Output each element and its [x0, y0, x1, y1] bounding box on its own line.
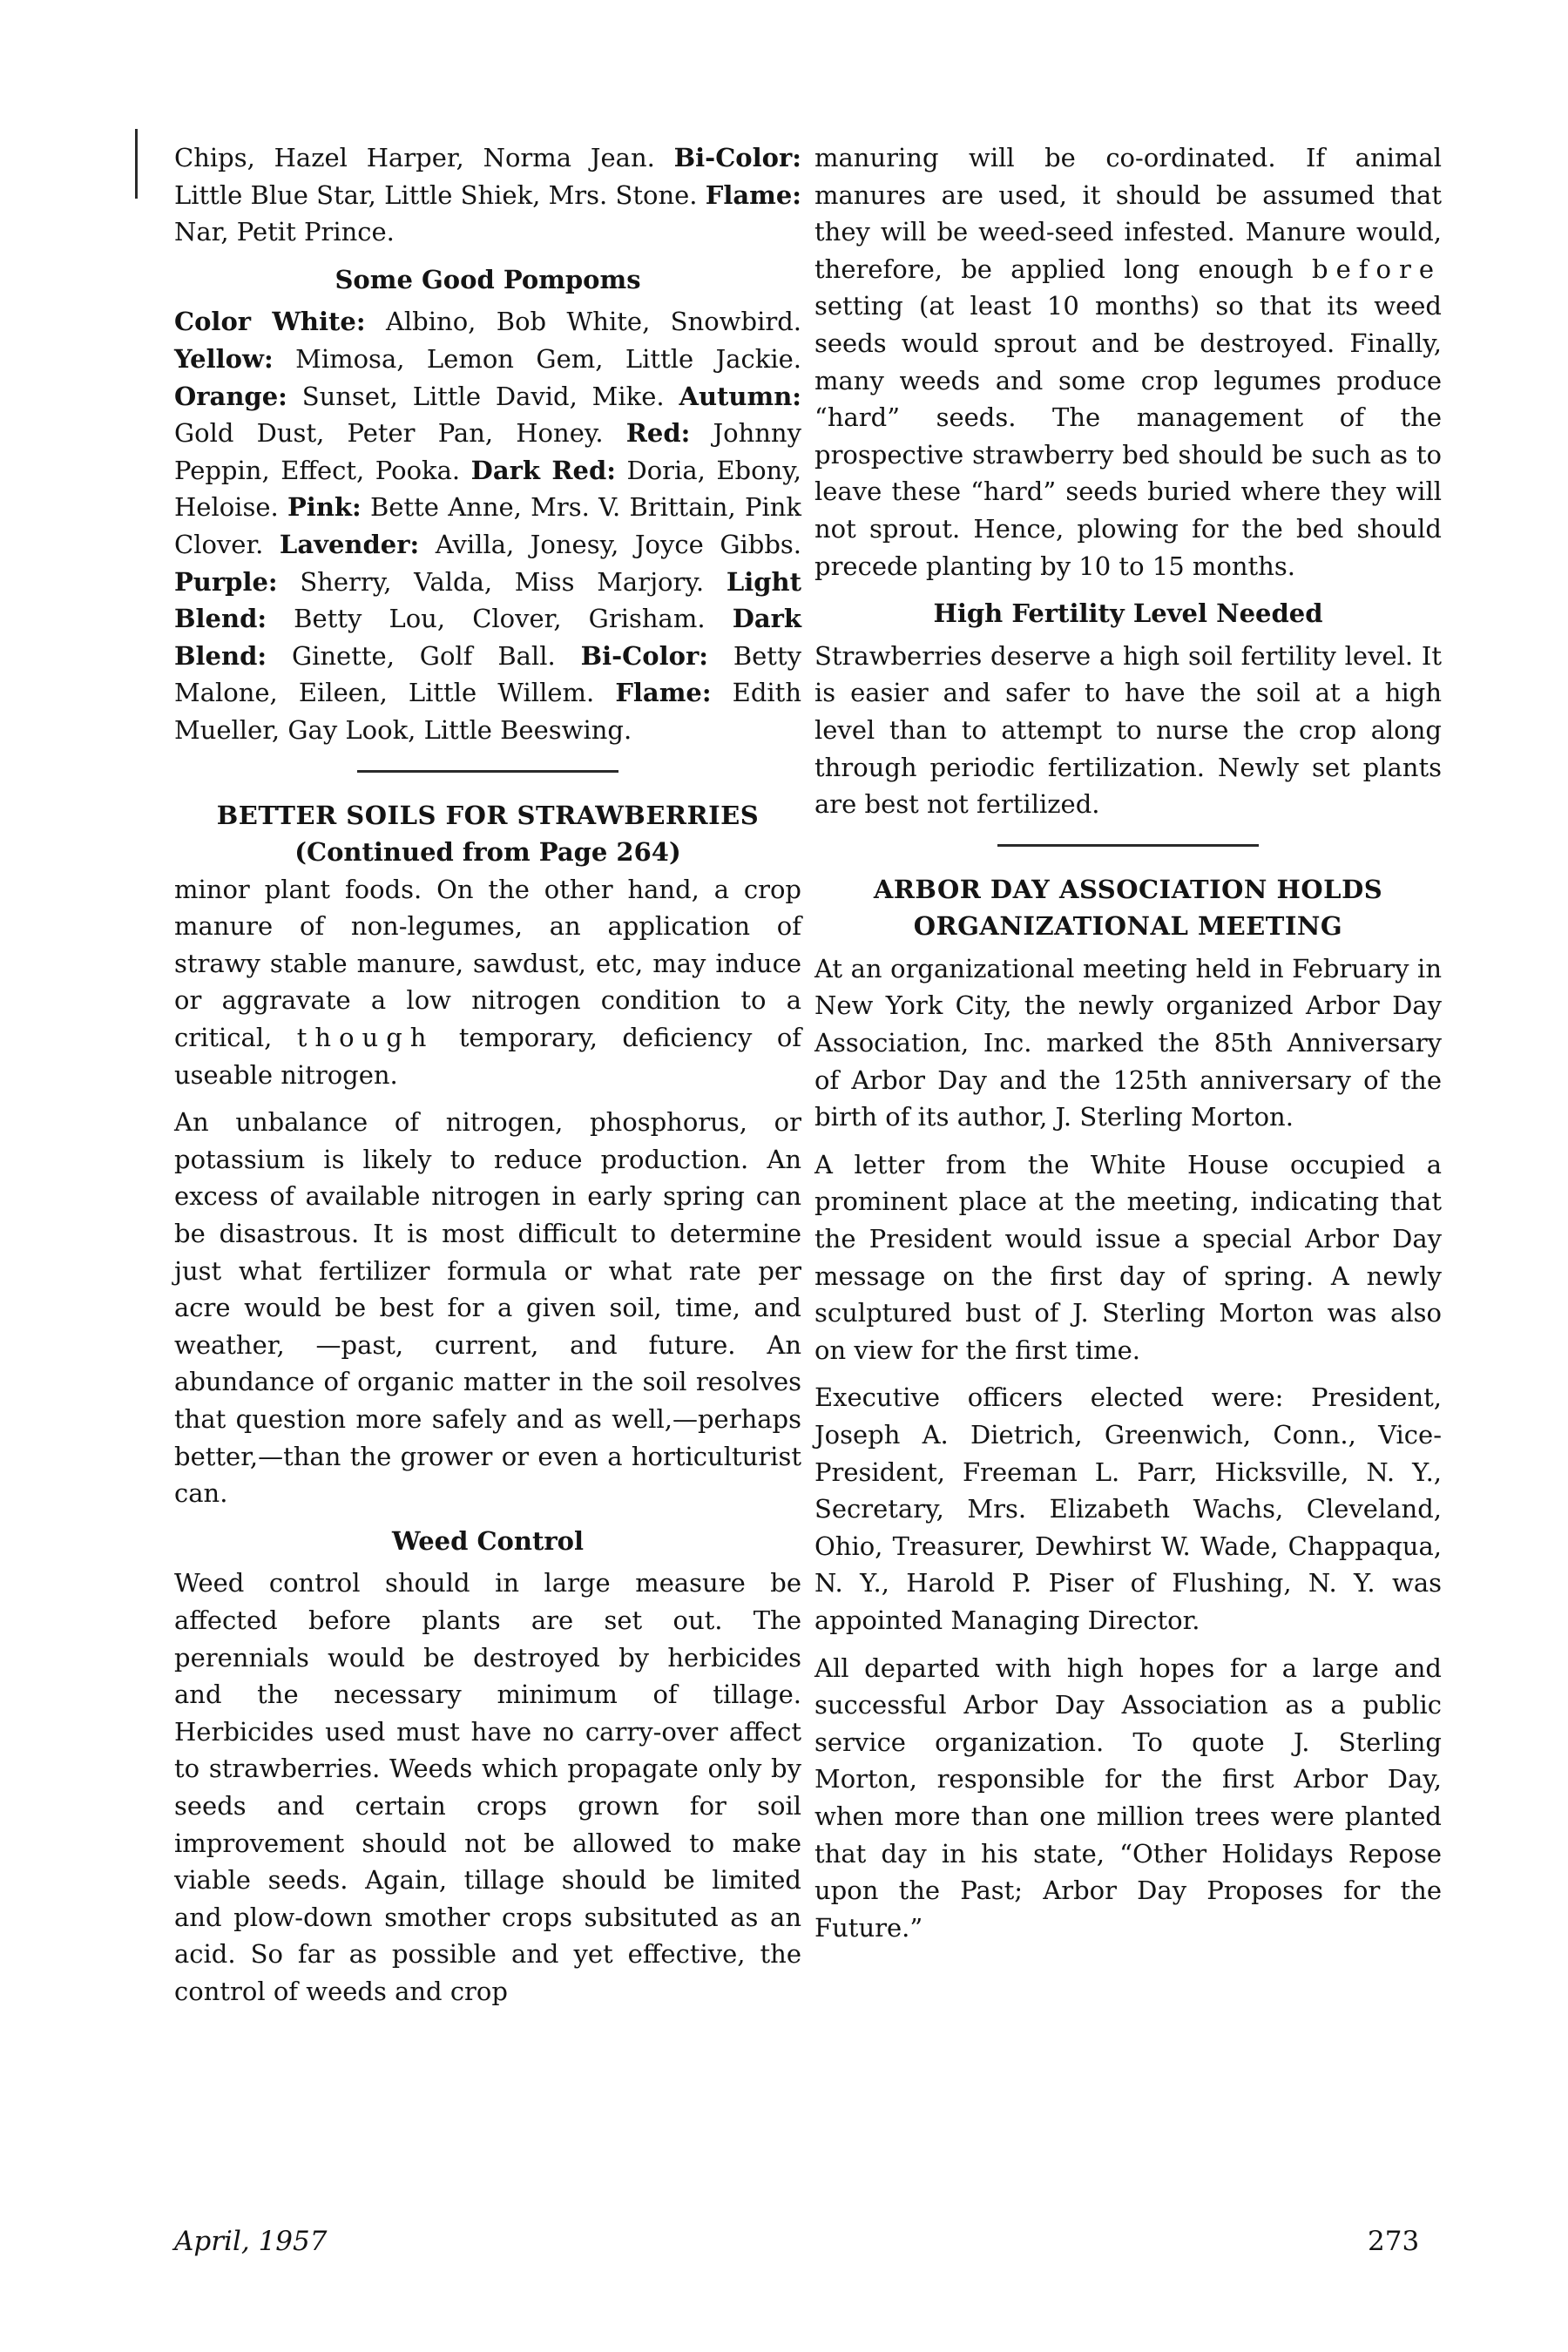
paragraph: A letter from the White House occupied a prominent place at the meeting, indicating that the President would issue a special Arbor Day message on the first day of spring. A newly sculptured bust of J. Sterling Morton was also on view for the first time. [814, 1149, 1442, 1365]
article-title-strawberries: BETTER SOILS FOR STRAWBERRIES [216, 800, 760, 830]
continued-note: (Continued from Page 264) [294, 837, 681, 868]
page-number: 273 [1368, 2226, 1420, 2257]
paragraph: Executive officers elected were: President, Joseph A. Dietrich, Greenwich, Conn., Vice-President, Freeman L. Parr, Hicksville, N. Y., Secretary, Mrs. Elizabeth Wachs, Cleveland, Ohio, Treasurer, Dewhirst W. Wade, Chappaqua, N. Y., Harold P. Piser of Flushing, N. Y. was appointed Managing Director. [814, 1382, 1442, 1635]
issue-date: April, 1957 [174, 2226, 328, 2257]
category-label: Flame: [705, 179, 801, 210]
left-column [174, 139, 801, 2021]
paragraph: Strawberries deserve a high soil fertility level. It is easier and safer to have the soil at a high level than to attempt to nurse the crop along through periodic fertilization. Newly set plants are best not fertilized. [814, 640, 1442, 820]
paragraph: manuring will be co-ordinated. If animal manures are used, it should be assumed that they will be weed-seed infested. Manure would, therefore, be applied long enough before setting (at least 10 months) so that its weed seeds would sprout and be destroyed. Finally, many weeds and some crop legumes produce “hard” seeds. The management of the prospective strawberry bed should be such as to leave these “hard” seeds buried where they will not sprout. Hence, plowing for the bed should precede planting by 10 to 15 months. [814, 143, 1442, 581]
pompoms-heading: Some Good Pompoms [335, 264, 641, 294]
paragraph: All departed with high hopes for a large and successful Arbor Day Association as a public service organization. To quote J. Sterling Morton, responsible for the first Arbor Day, when more than one million trees were planted that day in his state, “Other Holidays Repose upon the Past; Arbor Day Proposes for the Future.” [814, 1652, 1442, 1943]
section-divider [997, 844, 1259, 847]
variety-list-top: Chips, Hazel Harper, Norma Jean. Bi-Color: Little Blue Star, Little Shiek, Mrs. Stone. Flame: Nar, Petit Prince. [174, 143, 801, 247]
weed-control-heading: Weed Control [391, 1525, 585, 1556]
section-divider [357, 770, 618, 773]
paragraph: At an organizational meeting held in February in New York City, the newly organized Arbor Day Association, Inc. marked the 85th Anniversary of Arbor Day and the 125th anniversary of the birth of its author, J. Sterling Morton. [814, 953, 1442, 1132]
right-column [814, 139, 1442, 1957]
paragraph: An unbalance of nitrogen, phosphorus, or potassium is likely to reduce production. An excess of available nitrogen in early spring can be disastrous. It is most difficult to determine just what fertilizer formula or what rate per acre would be best for a given soil, time, and weather, —past, current, and future. An abundance of organic matter in the soil resolves that question more safely and as well,—perhaps better,—than the grower or even a horticulturist can. [174, 1107, 801, 1509]
article-title-arbor-day: ARBOR DAY ASSOCIATION HOLDS ORGANIZATIONAL MEETING [873, 874, 1383, 942]
margin-rule [135, 129, 138, 199]
pompoms-list: Color White: Albino, Bob White, Snowbird. Yellow: Mimosa, Lemon Gem, Little Jackie. Orange: Sunset, Little David, Mike. Autumn: Gold Dust, Peter Pan, Honey. Red: Johnny Peppin, Effect, Pooka. Dark Red: Doria, Ebony, Heloise. Pink: Bette Anne, Mrs. V. Brittain, Pink Clover. Lavender: Avilla, Jonesy, Joyce Gibbs. Purple: Sherry, Valda, Miss Marjory. Light Blend: Betty Lou, Clover, Grisham. Dark Blend: Ginette, Golf Ball. Bi-Color: Betty Malone, Eileen, Little Willem. Flame: Edith Mueller, Gay Look, Little Beeswing. [174, 307, 801, 745]
category-label: Bi-Color: [673, 143, 801, 172]
paragraph: Weed control should in large measure be affected before plants are set out. The perennials would be destroyed by herbicides and the necessary minimum of tillage. Herbicides used must have no carry-over affect to strawberries. Weeds which propagate only by seeds and certain crops grown for soil improvement should not be allowed to make viable seeds. Again, tillage should be limited and plow-down smother crops subsituted as an acid. So far as possible and yet effective, the control of weeds and crop [174, 1568, 801, 2006]
paragraph: minor plant foods. On the other hand, a crop manure of non-legumes, an application of strawy stable manure, sawdust, etc, may induce or aggravate a low nitrogen condition to a critical, though temporary, deficiency of useable nitrogen. [174, 874, 802, 1090]
fertility-heading: High Fertility Level Needed [933, 598, 1323, 629]
